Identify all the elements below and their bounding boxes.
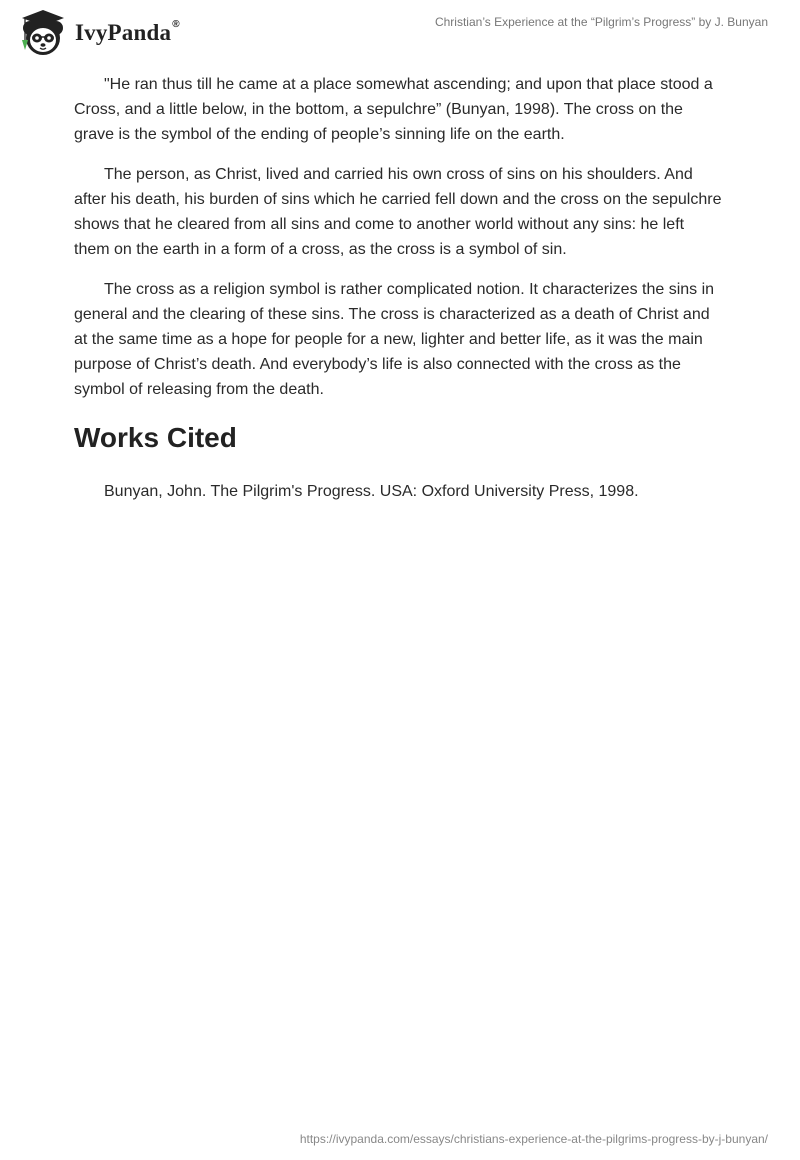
citation-entry: Bunyan, John. The Pilgrim's Progress. USA: Oxford University Press, 1998. [104,483,639,500]
ivypanda-logo[interactable] [14,6,180,58]
body-paragraph: The person, as Christ, lived and carried his own cross of sins on his shoulders. And after his death, his burden of sins which he carried fell down and the cross on the sepulchre shows that he cleared from all sins and come to another world without any sins: he left them on the earth in a form of a cross, as the cross is a symbol of sin. [74,166,722,258]
brand-name-text: IvyPanda [75,20,172,45]
panda-graduation-cap-icon [14,6,72,58]
works-cited-heading: Works Cited [74,422,237,453]
registered-mark: ® [172,19,180,31]
brand-name [75,20,180,46]
page-header [0,0,800,64]
body-paragraph: "He ran thus till he came at a place somewhat ascending; and upon that place stood a Cross, and a little below, in the bottom, a sepulchre” (Bunyan, 1998). The cross on the grave is the symbol of the ending of people’s sinning life on the earth. [74,76,713,143]
document-title: Christian’s Experience at the “Pilgrim’s Progress” by J. Bunyan [434,15,768,29]
essay-content [74,72,724,504]
body-paragraph: The cross as a religion symbol is rather complicated notion. It characterizes the sins in general and the clearing of these sins. The cross is characterized as a death of Christ and at the same time as a hope for people for a new, lighter and better life, as it was the main purpose of Christ’s death. And everybody’s life is also connected with the cross as the symbol of releasing from the death. [74,281,715,398]
source-url[interactable]: https://ivypanda.com/essays/christians-experience-at-the-pilgrims-progress-by-j-bunyan/ [299,1132,768,1146]
